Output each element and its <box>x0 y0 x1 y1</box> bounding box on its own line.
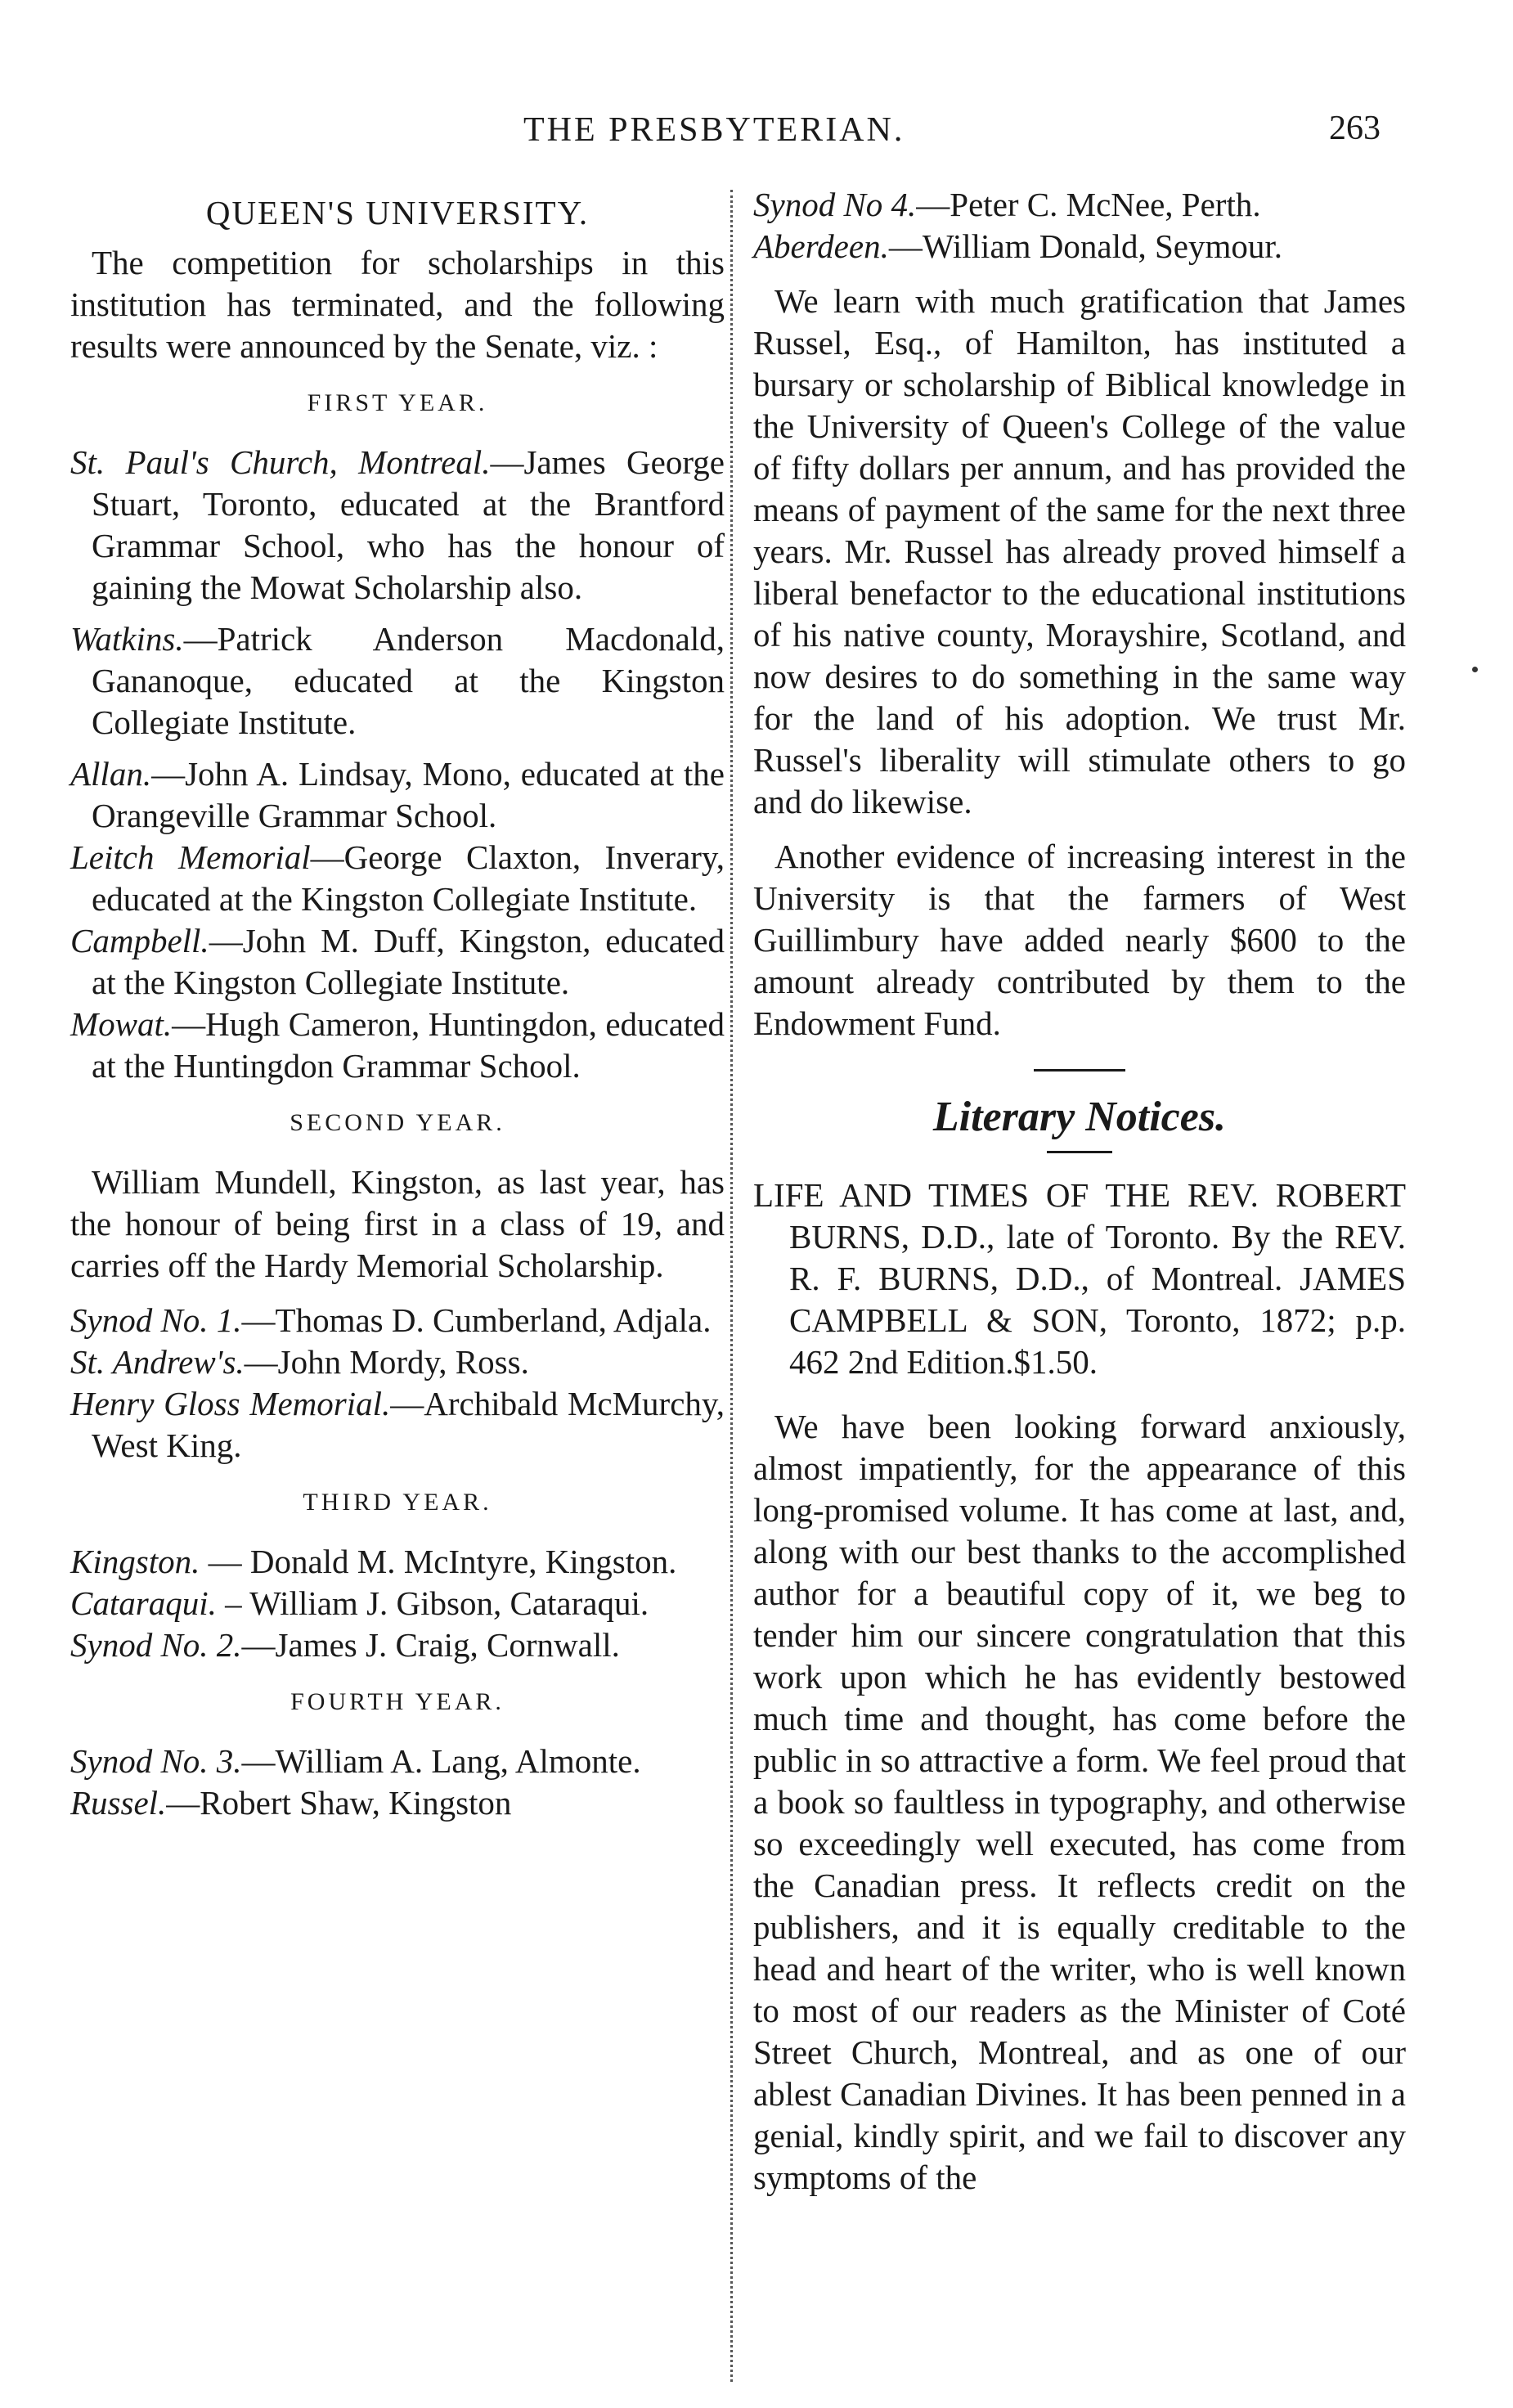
entry-text: —Thomas D. Cumberland, Adjala. <box>241 1301 712 1339</box>
entry-tag: St. Andrew's. <box>70 1343 245 1381</box>
entry-text: —James J. Craig, Cornwall. <box>241 1626 620 1664</box>
entry-text: —John Mordy, Ross. <box>244 1343 529 1381</box>
bursary-paragraph: We learn with much gratification that James Russel, Esq., of Hamilton, has instituted a bursary or scholarship of Biblical knowledge in the University of Queen's College of the value of fifty dollars per annum, and has provided the means of payment of the same for the next three years. Mr. Russel has already proved himself a liberal benefactor to the educational institutions of his native county, Morayshire, Scotland, and now desires to do something in the same way for the land of his adoption. We trust Mr. Russel's liberality will stimulate others to go and do likewise. <box>753 282 1406 820</box>
literary-notices-heading: Literary Notices. <box>932 1094 1227 1140</box>
section-rule-top <box>1034 1069 1125 1071</box>
entry-text: —John A. Lindsay, Mono, educated at the Orangeville Grammar School. <box>92 755 725 834</box>
intro-paragraph: The competition for scholarships in this institution has terminated, and the following results were announced by the Senate, viz. : <box>70 244 725 365</box>
book-citation: LIFE AND TIMES OF THE REV. ROBERT BURNS, D.D., late of Toronto. By the REV. R. F. BURNS, D.D., of Montreal. JAMES CAMPBELL & SON, Toronto, 1872; p.p. 462 2nd Edition.$1.50. <box>753 1176 1406 1381</box>
entry <box>70 1624 725 1666</box>
second-year-label: SECOND YEAR. <box>290 1109 505 1136</box>
entry <box>70 920 725 1004</box>
entry-text: —Hugh Cameron, Huntingdon, educated at the Huntingdon Grammar School. <box>92 1005 725 1085</box>
entry-tag: Synod No. 1. <box>70 1301 242 1339</box>
entry-text: —William A. Lang, Almonte. <box>241 1742 641 1780</box>
entry-text: —Patrick Anderson Macdonald, Gananoque, educated at the Kingston Collegiate Institute. <box>92 620 725 741</box>
review-paragraph: We have been looking forward anxiously, almost impatiently, for the appearance of this long-promised volume. It has come at last, and, along with our best thanks to the accomplished author for a beautiful copy of it, we beg to tender him our sincere congratulation that this work upon which he has evidently bestowed much time and thought, has come before the public in so attractive a form. We feel proud that a book so faultless in typography, and otherwise so exceedingly well executed, has come from the Canadian press. It reflects credit on the publishers, and it is equally creditable to the head and heart of the writer, who is well known to most of our readers as the Minister of Coté Street Church, Montreal, and as one of our ablest Canadian Divines. It has been penned in a genial, kindly spirit, and we fail to discover any symptoms of the <box>753 1408 1406 2196</box>
entry-text: —Peter C. McNee, Perth. <box>916 186 1261 223</box>
entry-tag: Synod No 4. <box>753 186 917 223</box>
entry-tag: Synod No. 3. <box>70 1742 242 1780</box>
right-column <box>753 184 1406 2199</box>
entry-tag: Kingston. <box>70 1543 200 1580</box>
first-year-label: FIRST YEAR. <box>307 389 488 416</box>
entry <box>70 837 725 920</box>
entry-text: —James George Stuart, Toronto, educated at the Brantford Grammar School, who has the honour of gaining the Mowat Scholarship also. <box>92 443 725 606</box>
entry <box>70 1300 725 1341</box>
entry <box>70 618 725 744</box>
entry-tag: Cataraqui. <box>70 1584 217 1622</box>
entry <box>70 753 725 837</box>
column-divider <box>730 190 733 2382</box>
entry-text: —George Claxton, Inverary, educated at the Kingston Collegiate Institute. <box>92 838 725 918</box>
entry <box>70 1383 725 1467</box>
entry <box>70 1782 725 1824</box>
fourth-year-label: FOURTH YEAR. <box>290 1688 505 1715</box>
endowment-paragraph: Another evidence of increasing interest in the University is that the farmers of West Guillimbury have added nearly $600 to the amount already contributed by them to the Endowment Fund. <box>753 838 1406 1042</box>
entry-tag: Russel. <box>70 1784 167 1822</box>
entry-tag: Synod No. 2. <box>70 1626 242 1664</box>
entry <box>753 226 1406 267</box>
entry-tag: Aberdeen. <box>753 227 889 265</box>
entry-tag: St. Paul's Church, Montreal. <box>70 443 491 481</box>
entry-tag: Allan. <box>70 755 152 793</box>
entry-tag: Henry Gloss Memorial. <box>70 1385 391 1422</box>
left-column <box>70 184 725 1824</box>
entry <box>70 1583 725 1624</box>
entry <box>753 184 1406 226</box>
running-head: THE PRESBYTERIAN. <box>523 111 905 149</box>
entry-tag: Leitch Memorial <box>70 838 311 876</box>
section-rule-bottom <box>1047 1151 1112 1153</box>
entry <box>70 1741 725 1782</box>
second-year-intro: William Mundell, Kingston, as last year, has the honour of being first in a class of 19, and carries off the Hardy Memorial Scholarship. <box>70 1163 725 1284</box>
third-year-label: THIRD YEAR. <box>303 1489 492 1516</box>
ink-speck <box>1472 667 1478 672</box>
entry <box>70 1004 725 1087</box>
entry-text: —John M. Duff, Kingston, educated at the Kingston Collegiate Institute. <box>92 922 725 1001</box>
entry-text: —William Donald, Seymour. <box>888 227 1283 265</box>
entry <box>70 1341 725 1383</box>
entry-text: —Robert Shaw, Kingston <box>166 1784 512 1822</box>
entry <box>70 1541 725 1583</box>
section-heading-queens: QUEEN'S UNIVERSITY. <box>205 194 590 231</box>
entry-text: — Donald M. McIntyre, Kingston. <box>200 1543 677 1580</box>
entry-text: – William J. Gibson, Cataraqui. <box>216 1584 649 1622</box>
entry-tag: Watkins. <box>70 620 184 658</box>
entry-text: —Archibald McMurchy, West King. <box>92 1385 725 1464</box>
entry-tag: Mowat. <box>70 1005 173 1043</box>
entry-tag: Campbell. <box>70 922 209 959</box>
entry <box>70 442 725 609</box>
page-number: 263 <box>1329 110 1381 147</box>
